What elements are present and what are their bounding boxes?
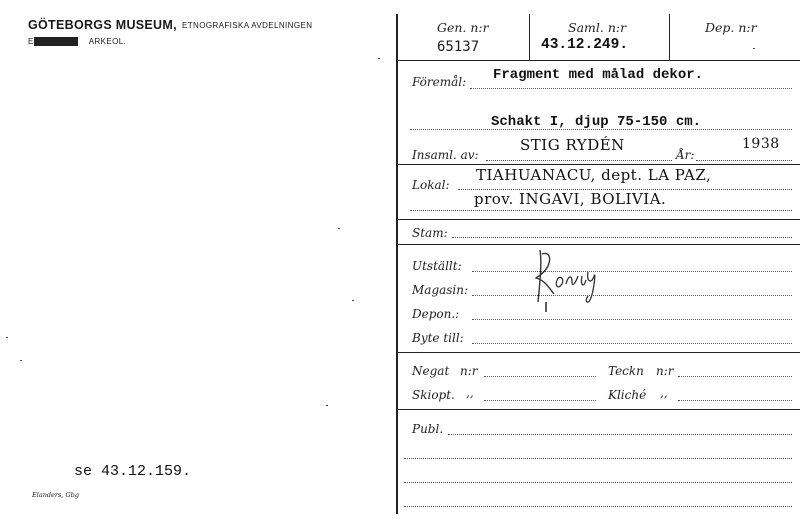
skiopt-label: Skiopt. [412,388,455,402]
museum-name: GÖTEBORGS MUSEUM, [28,18,177,32]
gen-value: 65137 [437,39,480,55]
section-prefix: E [28,37,34,46]
negat-dotline [484,376,596,377]
publ-dotline-4 [404,506,792,507]
ar-dotline [696,160,792,161]
section-suffix: ARKEOL. [88,37,127,46]
dep-label: Dep. n:r [705,20,757,35]
stam-dotline [452,237,792,238]
negat-label: Negat [412,364,450,378]
foremal-dotline-1 [470,88,792,89]
header-bottom-line [397,60,800,61]
lokal-value-1: TIAHUANACU, dept. LA PAZ, [476,166,712,184]
saml-value: 43.12.249. [541,37,629,53]
depon-dotline [472,319,792,320]
department-name: ETNOGRAFISKA AVDELNINGEN [182,21,313,30]
kliche-dotline [678,400,792,401]
kliche-label: Kliché [608,388,647,402]
teckn-dotline [678,376,792,377]
insaml-label: Insaml. av: [412,148,479,162]
byte-label: Byte till: [412,331,464,345]
magasin-label: Magasin: [412,283,469,297]
publ-dotline-1 [448,434,792,435]
foremal-value: Fragment med målad dekor. [493,67,704,83]
skiopt-ditto: ,, [466,386,474,400]
negat-nr: n:r [460,364,478,378]
foremal-label: Föremål: [412,75,467,89]
publ-dotline-2 [404,458,792,459]
ar-value: 1938 [742,136,780,152]
section-line [28,37,126,46]
teckn-nr: n:r [656,364,674,378]
gen-label: Gen. n:r [437,20,489,35]
skiopt-dotline [484,400,596,401]
utstallt-label: Utställt: [412,259,462,273]
ar-label: År: [676,148,695,162]
card-left-border [396,14,398,514]
cross-reference: se 43.12.159. [74,463,192,480]
depon-label: Depon.: [412,307,460,321]
line-after-skiopt [397,409,800,410]
printer-mark: Elanders, Gbg [32,491,79,499]
insaml-value: STIG RYDÉN [520,136,625,154]
insaml-dotline [486,160,672,161]
teckn-label: Teckn [608,364,644,378]
lokal-dotline-2 [410,210,792,211]
utstallt-dotline [472,271,792,272]
line-after-byte [397,352,800,353]
publ-dotline-3 [404,482,792,483]
handwritten-signature-icon [528,242,618,320]
kliche-ditto: ,, [660,386,668,400]
lokal-value-2: prov. INGAVI, BOLIVIA. [474,190,667,208]
magasin-dotline [472,295,792,296]
saml-label: Saml. n:r [568,20,627,35]
stam-label: Stam: [412,226,448,240]
line-after-lokal [397,219,800,220]
foremal-value-2: Schakt I, djup 75-150 cm. [491,114,702,130]
header-divider-2 [669,14,670,60]
lokal-label: Lokal: [412,178,450,192]
crossed-out-text: TNOGRAF [34,37,78,46]
header-divider-1 [529,14,530,60]
byte-dotline [472,343,792,344]
publ-label: Publ. [412,422,444,436]
